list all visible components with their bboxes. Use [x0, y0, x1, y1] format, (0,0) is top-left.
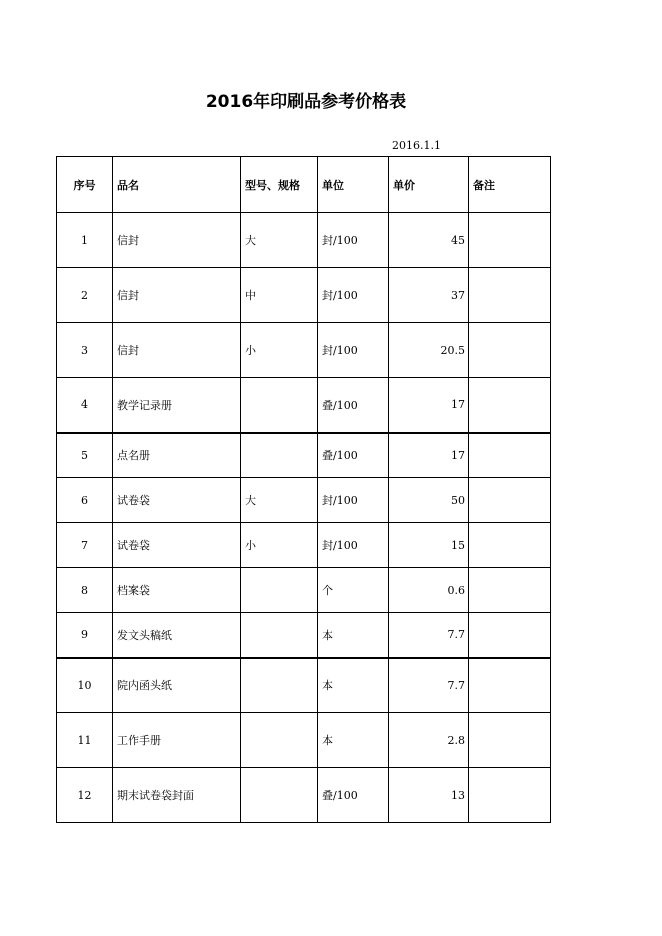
table-row [57, 213, 551, 268]
cell-note [469, 478, 551, 523]
cell-name: 工作手册 [113, 713, 241, 768]
cell-note [469, 213, 551, 268]
date-label: 2016.1.1 [392, 139, 441, 152]
cell-unit: 封/100 [318, 268, 389, 323]
cell-no: 2 [57, 268, 113, 323]
cell-no: 7 [57, 523, 113, 568]
cell-name: 信封 [113, 323, 241, 378]
header-no: 序号 [57, 157, 113, 213]
cell-note [469, 658, 551, 713]
header-spec: 型号、规格 [241, 157, 318, 213]
cell-no: 5 [57, 433, 113, 478]
cell-price: 2.8 [389, 713, 469, 768]
table-row [57, 478, 551, 523]
cell-name: 信封 [113, 268, 241, 323]
cell-spec [241, 433, 318, 478]
cell-note [469, 613, 551, 658]
cell-price: 50 [389, 478, 469, 523]
cell-name: 点名册 [113, 433, 241, 478]
cell-price: 0.6 [389, 568, 469, 613]
cell-no: 1 [57, 213, 113, 268]
header-note: 备注 [469, 157, 551, 213]
cell-unit: 本 [318, 613, 389, 658]
table-row [57, 323, 551, 378]
page-title: 2016年印刷品参考价格表 [205, 92, 407, 112]
header-price: 单价 [389, 157, 469, 213]
cell-note [469, 713, 551, 768]
cell-price: 37 [389, 268, 469, 323]
cell-unit: 封/100 [318, 323, 389, 378]
cell-spec [241, 713, 318, 768]
table-header-row [57, 157, 551, 213]
cell-unit: 封/100 [318, 523, 389, 568]
cell-note [469, 433, 551, 478]
cell-spec: 小 [241, 323, 318, 378]
cell-name: 教学记录册 [113, 378, 241, 433]
cell-spec [241, 568, 318, 613]
cell-name: 发文头稿纸 [113, 613, 241, 658]
cell-no: 10 [57, 658, 113, 713]
cell-unit: 叠/100 [318, 433, 389, 478]
cell-spec: 大 [241, 213, 318, 268]
cell-price: 17 [389, 378, 469, 433]
cell-spec: 大 [241, 478, 318, 523]
cell-note [469, 323, 551, 378]
price-table [56, 156, 551, 823]
cell-spec [241, 613, 318, 658]
cell-price: 15 [389, 523, 469, 568]
cell-no: 3 [57, 323, 113, 378]
cell-unit: 本 [318, 658, 389, 713]
cell-price: 7.7 [389, 613, 469, 658]
cell-unit: 叠/100 [318, 378, 389, 433]
cell-spec [241, 658, 318, 713]
table-row [57, 613, 551, 658]
cell-unit: 叠/100 [318, 768, 389, 823]
cell-no: 12 [57, 768, 113, 823]
table-row [57, 523, 551, 568]
cell-price: 7.7 [389, 658, 469, 713]
cell-price: 13 [389, 768, 469, 823]
cell-note [469, 568, 551, 613]
table-row [57, 713, 551, 768]
cell-name: 院内函头纸 [113, 658, 241, 713]
cell-note [469, 523, 551, 568]
table-row [57, 378, 551, 433]
cell-name: 信封 [113, 213, 241, 268]
cell-name: 试卷袋 [113, 523, 241, 568]
table-row [57, 768, 551, 823]
cell-unit: 封/100 [318, 478, 389, 523]
cell-spec [241, 768, 318, 823]
header-unit: 单位 [318, 157, 389, 213]
cell-unit: 个 [318, 568, 389, 613]
cell-unit: 本 [318, 713, 389, 768]
cell-spec: 中 [241, 268, 318, 323]
table-row [57, 268, 551, 323]
header-name: 品名 [113, 157, 241, 213]
cell-no: 4 [57, 378, 113, 433]
cell-unit: 封/100 [318, 213, 389, 268]
cell-no: 6 [57, 478, 113, 523]
cell-spec [241, 378, 318, 433]
cell-spec: 小 [241, 523, 318, 568]
cell-name: 档案袋 [113, 568, 241, 613]
table-row [57, 658, 551, 713]
cell-price: 17 [389, 433, 469, 478]
cell-note [469, 268, 551, 323]
cell-price: 45 [389, 213, 469, 268]
cell-name: 试卷袋 [113, 478, 241, 523]
cell-name: 期末试卷袋封面 [113, 768, 241, 823]
table-row [57, 568, 551, 613]
cell-note [469, 768, 551, 823]
cell-price: 20.5 [389, 323, 469, 378]
cell-note [469, 378, 551, 433]
table-row [57, 433, 551, 478]
cell-no: 9 [57, 613, 113, 658]
cell-no: 8 [57, 568, 113, 613]
cell-no: 11 [57, 713, 113, 768]
